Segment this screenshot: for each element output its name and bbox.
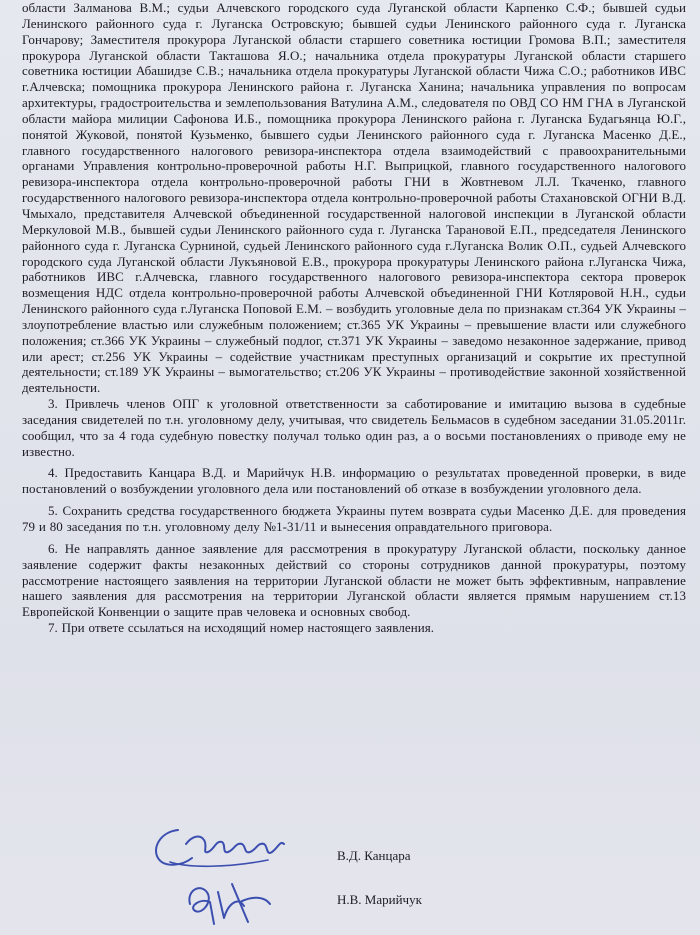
signature-block [0,808,700,935]
list-item-6: 6. Не направлять данное заявление для рассмотрения в прокуратуру Луганской области, поскольку данное заявление содержит факты незаконных действий со стороны сотрудников данной прокуратуры, поэтому рассмотрение настоящего заявления на территории Луганской области не может быть эффективным, направление нашего заявления для рассмотрения на территории Луганской области является прямым нарушением ст.13 Европейской Конвенции о защите прав человека и основных свобод. [22,540,686,620]
list-item-5: 5. Сохранить средства государственного бюджета Украины путем возврата судьи Масенко Д.Е. для проведения 79 и 80 заседания по т.н. уголовному делу №1-31/11 и вынесения оправдательного приговора. [22,503,686,534]
list-item-4: 4. Предоставить Канцара В.Д. и Марийчук Н.В. информацию о результатах проведенной проверки, в виде постановлений о возбуждении уголовного дела или постановлений об отказе в возбуждении уголовного дела. [22,465,686,497]
signature-kantsara-image [148,818,298,878]
list-item-3: 3. Привлечь членов ОПГ к уголовной ответственности за саботирование и имитацию вызова в судебные заседания свидетелей по т.н. уголовному делу, учитывая, что свидетель Бельмасов в судебном заседании 31.05.2011г. сообщил, что за 4 года судебную повестку получал только один раз, а о восьми постановлениях о приводе ему не известно. [22,396,686,459]
continuation-paragraph: области Залманова В.М.; судьи Алчевского городского суда Луганской области Карпенко С.Ф.; бывшей судьи Ленинского районного суда г. Луганска Островскую; бывшей судьи Ленинского районного суда г. Луганска Гончарову; Заместителя прокурора Луганской области старшего советника юстиции Громова В.П.; заместителя прокурора Луганской области Такташова Я.О.; начальника отдела прокуратуры Луганской области старшего советника юстиции Абашидзе С.В.; начальника отдела прокуратуры Луганской области Чижа С.О.; работников ИВС г.Алчевска; помощника прокурора Ленинского района г. Луганска Ханина; начальника управления по вопросам архитектуры, градостроительства и землепользования Ватулина А.М., следователя по ОВД СО НМ ГНА в Луганской области майора милиции Сафонова И.Б., помощника прокурора Ленинского района г. Луганска Будагьянца Ю.Г., понятой Жуковой, понятой Кузьменко, бывшего судьи Ленинского районного суда г. Луганска Масенко Д.Е., главного государственного налогового ревизора-инспектора отдела взаимодействий с правоохранительными органами Управления контрольно-проверочной работы Н.Г. Выприцкой, главного государственного налогового ревизора-инспектора отдела контрольно-проверочной работы ГНИ в Жовтневом Л.Л. Ткаченко, главного государственного налогового ревизора-инспектора отдела контрольно-проверочной работы Стахановской ОГНИ В.Д. Чмыхало, представителя Алчевской объединенной государственной налоговой инспекции в Луганской области Меркуловой М.В., бывшей судьи Ленинского районного суда г. Луганска Тарановой Е.П., председателя Ленинского районного суда г. Луганска Сурниной, судьей Ленинского районного суда г.Луганска Волик О.П., судьей Алчевского городского суда Луганской области Лукъяновой Е.В., прокурора прокуратуры Ленинского района г.Луганска Чижа, работников ИВС г.Алчевска, главного государственного налогового ревизора-инспектора сектора проверок возмещения НДС отдела контрольно-проверочной работы Алчевской объединенной ГНИ Котляровой Н.Н., судьи Ленинского районного суда г.Луганска Поповой Е.М. – возбудить уголовные дела по признакам ст.364 УК Украины – злоупотребление властью или служебным положением; ст.365 УК Украины – превышение власти или служебного положения; ст.366 УК Украины – служебный подлог, ст.371 УК Украины – заведомо незаконное задержание, привод или арест; ст.256 УК Украины – содействие участникам преступных организаций и сокрытие их преступной деятельности; ст.189 УК Украины – вымогательство; ст.206 УК Украины – противодействие законной хозяйственной деятельности. [22,0,686,396]
list-item-7: 7. При ответе ссылаться на исходящий номер настоящего заявления. [48,620,435,636]
signature-name-marichuk: Н.В. Марийчук [337,892,422,907]
document-body [22,0,686,636]
signature-marichuk-image [178,874,278,934]
signature-name-kantsara: В.Д. Канцара [337,848,411,863]
